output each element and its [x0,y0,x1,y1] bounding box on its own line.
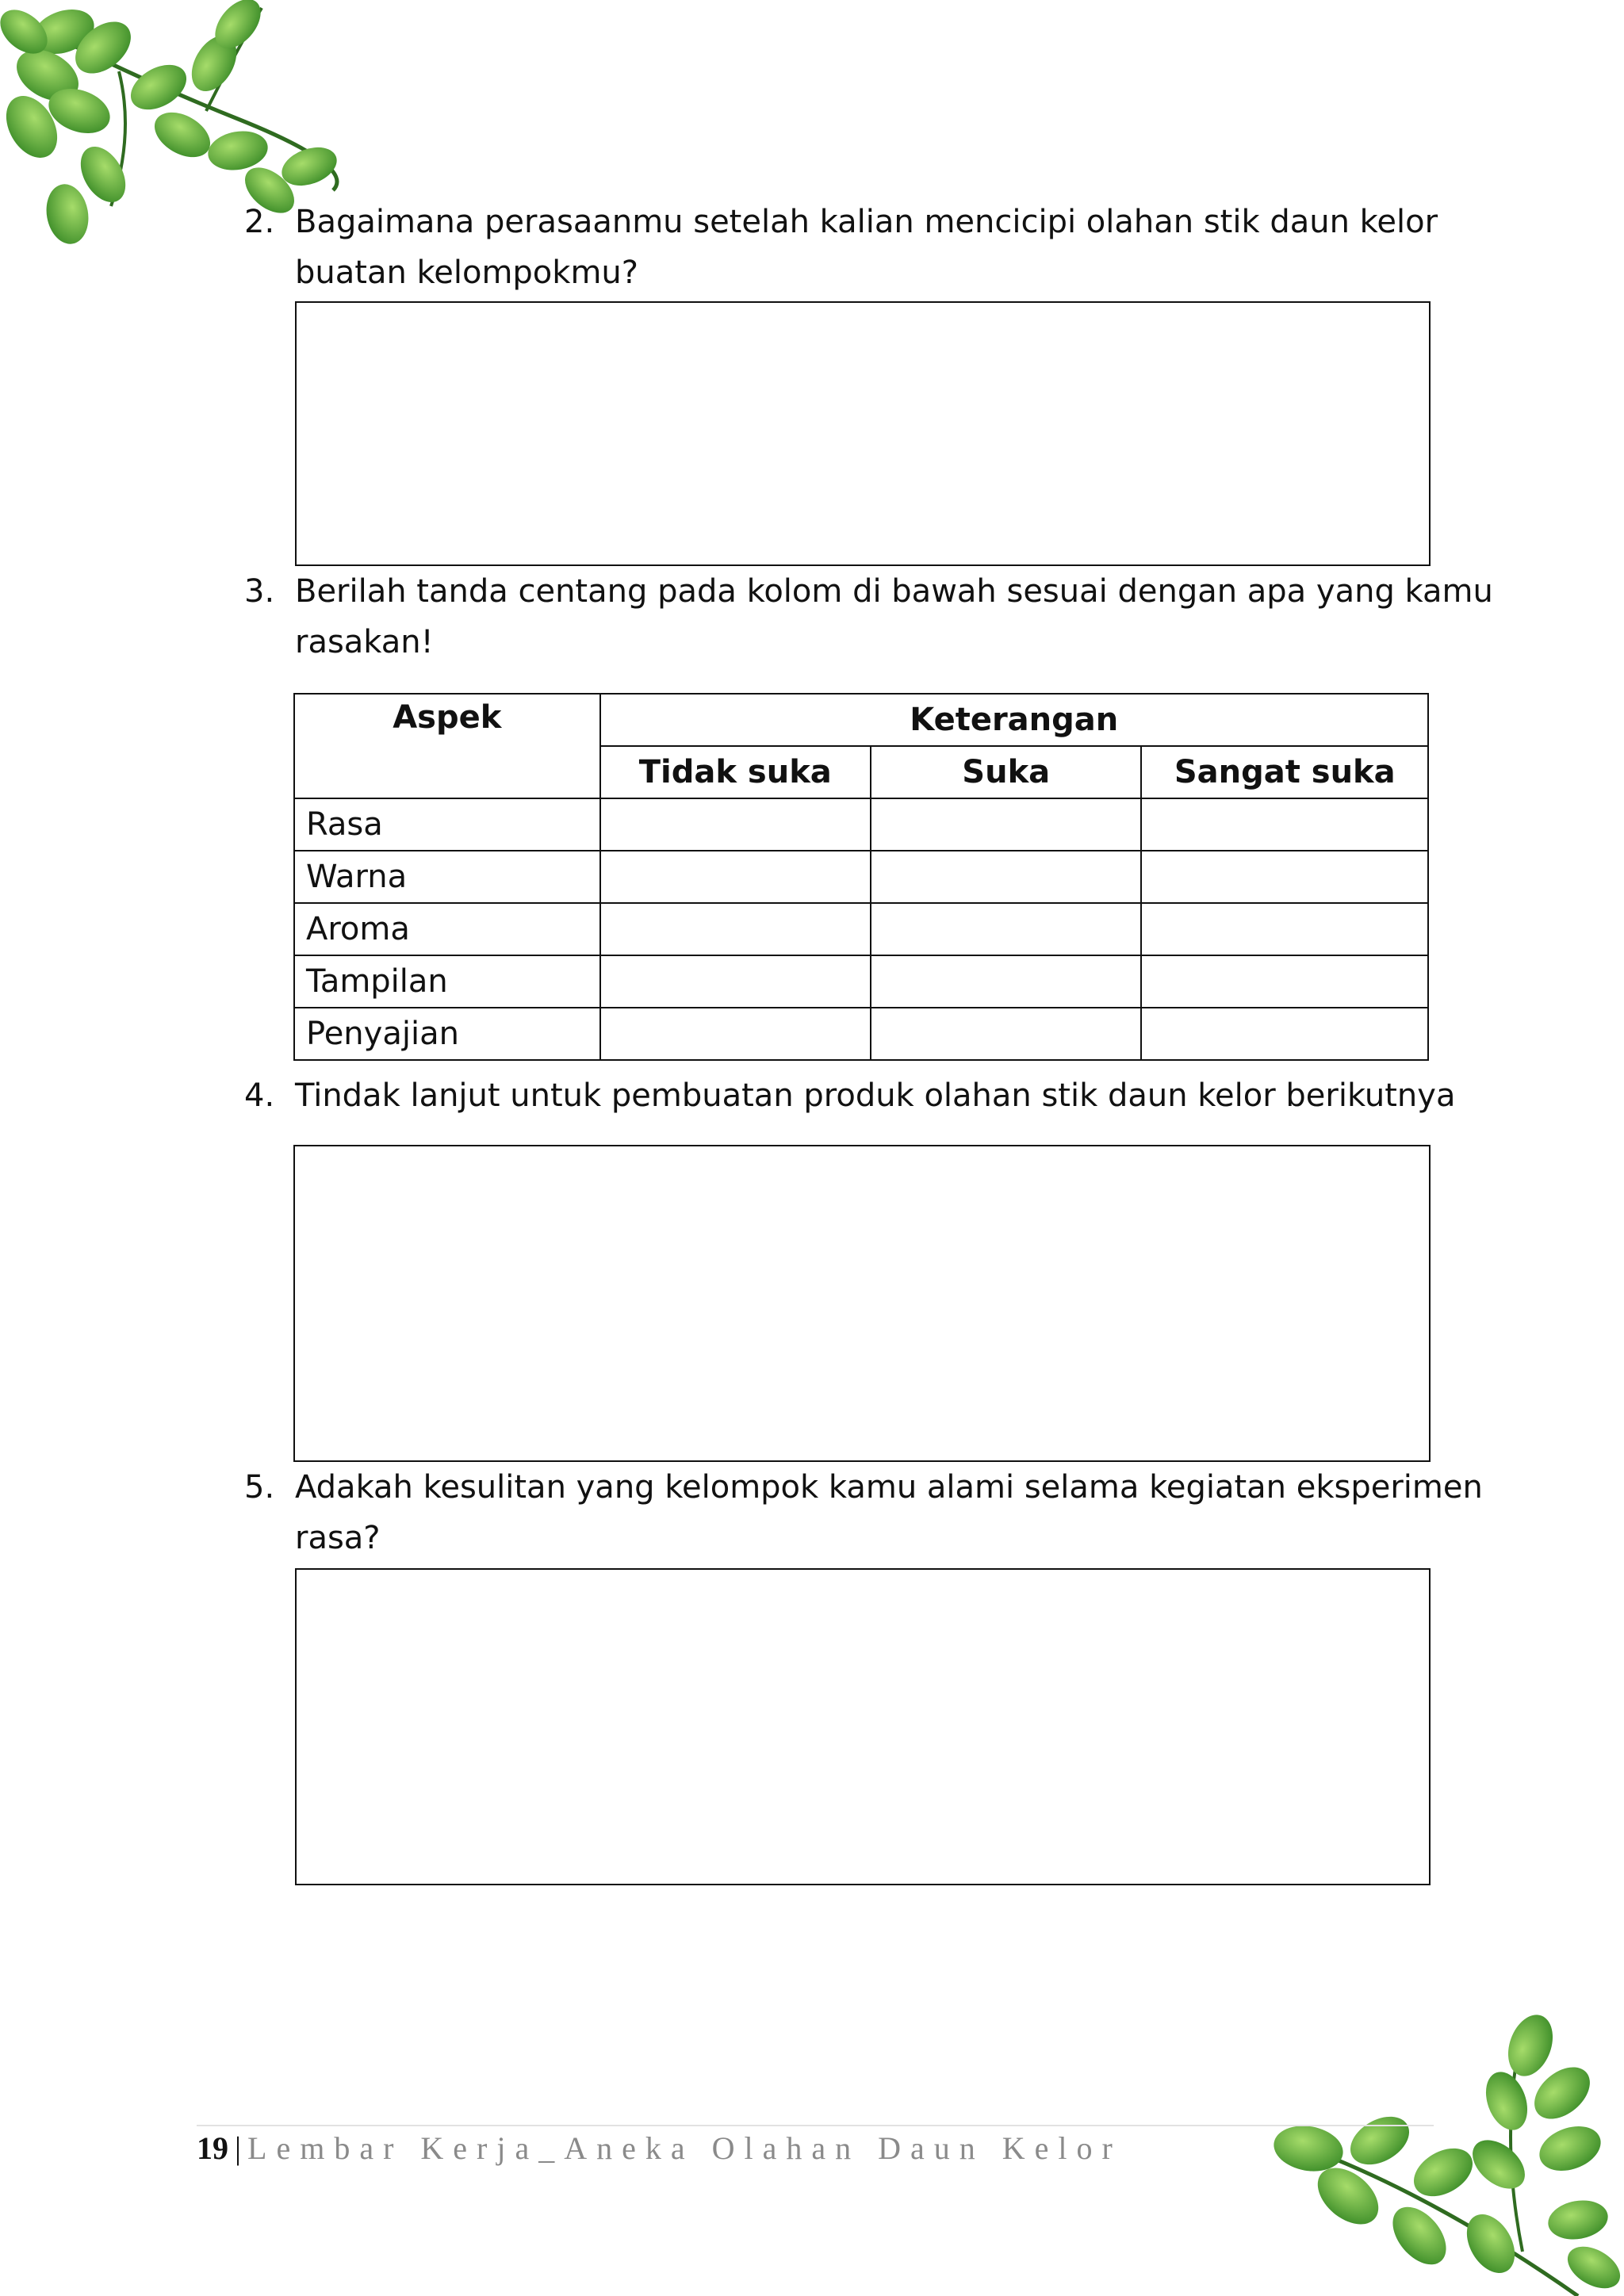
footer-title: Lembar Kerja_Aneka Olahan Daun Kelor [247,2130,1122,2166]
check-cell[interactable] [1141,955,1428,1008]
row-label: Rasa [294,798,600,851]
question-4 [244,1070,1456,1121]
page-footer [197,2130,1122,2167]
check-cell[interactable] [871,851,1141,903]
answer-box-question-4[interactable] [293,1145,1431,1462]
check-cell[interactable] [1141,851,1428,903]
question-text-line-1: Adakah kesulitan yang kelompok kamu alami selama kegiatan eksperimen [295,1469,1483,1506]
question-number: 3. [244,573,275,610]
check-cell[interactable] [871,903,1141,955]
rating-table [293,693,1429,1061]
table-row [294,903,1428,955]
check-cell[interactable] [871,955,1141,1008]
column-header-sangat-suka: Sangat suka [1141,746,1428,798]
header-aspect: Aspek [294,694,600,798]
check-cell[interactable] [600,798,871,851]
footer-separator: | [235,2130,242,2166]
table-row [294,851,1428,903]
question-text-line-1: Bagaimana perasaanmu setelah kalian mencicipi olahan stik daun kelor [295,204,1438,240]
question-text-line-2: rasakan! [295,624,434,660]
question-number: 4. [244,1077,275,1114]
question-text-line-2: buatan kelompokmu? [295,254,638,291]
row-label: Warna [294,851,600,903]
question-text-line-1: Tindak lanjut untuk pembuatan produk olahan stik daun kelor berikutnya [295,1077,1456,1114]
check-cell[interactable] [871,1008,1141,1060]
question-2 [244,197,1438,300]
moringa-leaves-bottom-right-icon [1261,2014,1624,2296]
header-keterangan: Keterangan [600,694,1428,746]
column-header-tidak-suka: Tidak suka [600,746,871,798]
row-label: Tampilan [294,955,600,1008]
question-3 [244,566,1493,669]
table-row [294,1008,1428,1060]
table-row [294,798,1428,851]
question-text-line-1: Berilah tanda centang pada kolom di bawah sesuai dengan apa yang kamu [295,573,1493,610]
answer-box-question-2[interactable] [295,301,1431,566]
check-cell[interactable] [1141,798,1428,851]
check-cell[interactable] [600,851,871,903]
check-cell[interactable] [1141,1008,1428,1060]
check-cell[interactable] [1141,903,1428,955]
answer-box-question-5[interactable] [295,1568,1431,1885]
question-number: 2. [244,204,275,240]
page-number: 19 [197,2130,228,2166]
check-cell[interactable] [600,1008,871,1060]
question-5 [244,1462,1483,1565]
row-label: Penyajian [294,1008,600,1060]
row-label: Aroma [294,903,600,955]
check-cell[interactable] [600,903,871,955]
table-row [294,955,1428,1008]
check-cell[interactable] [871,798,1141,851]
question-number: 5. [244,1469,275,1506]
column-header-suka: Suka [871,746,1141,798]
question-text-line-2: rasa? [295,1520,381,1556]
footer-divider [197,2125,1434,2126]
check-cell[interactable] [600,955,871,1008]
